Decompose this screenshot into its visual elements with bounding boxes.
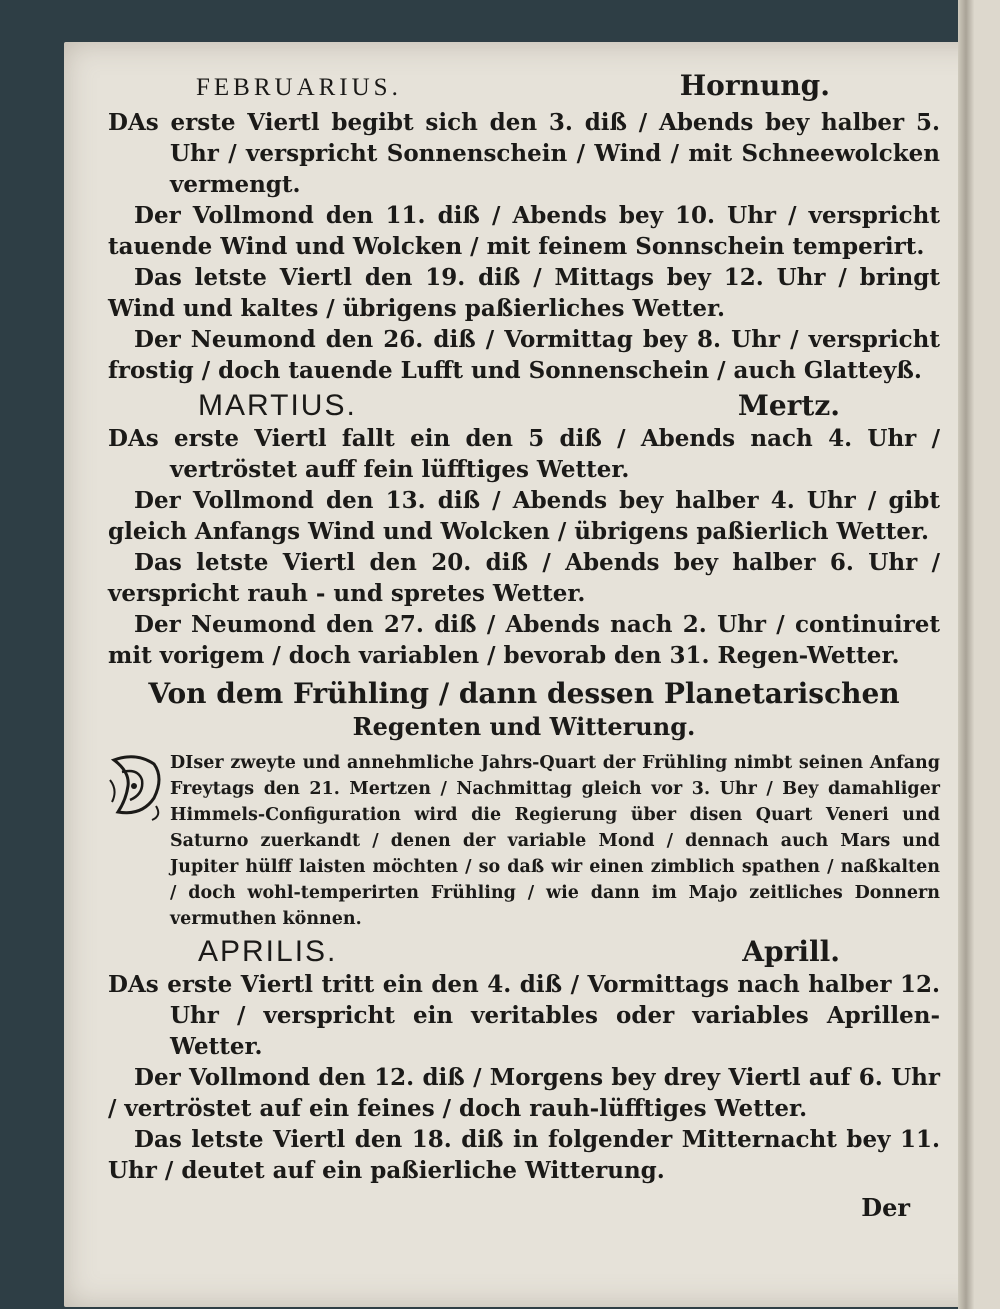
fruehling-section [108,750,940,932]
running-header [108,70,940,103]
aprilis-first-quarter: DAs erste Viertl tritt ein den 4. diß / Vormittags nach halber 12. Uhr / verspricht ein veritables oder variables Aprillen-Wetter. [108,971,940,1060]
fruehling-subtitle: Regenten und Witterung. [352,712,696,741]
catchword: Der [861,1193,910,1222]
martius-full-moon: Der Vollmond den 13. diß / Abends bey halber 4. Uhr / gibt gleich Anfangs Wind und Wolcken / übrigens paßierlich Wetter. [108,487,940,545]
martius-first-quarter: DAs erste Viertl fallt ein den 5 diß / Abends nach 4. Uhr / vertröstet auff fein lüfftiges Wetter. [108,425,940,483]
februarius-full-moon: Der Vollmond den 11. diß / Abends bey 10. Uhr / verspricht tauende Wind und Wolcken / mit feinem Sonnschein temperirt. [108,202,940,260]
page-gutter [958,0,974,1309]
ornamental-initial-icon [108,750,164,824]
fruehling-text: DIser zweyte und annehmliche Jahrs-Quart der Frühling nimbt seinen Anfang Freytags den 21. Mertzen / Nachmittag gleich vor 3. Uhr / Bey damahliger Himmels-Configuration wird die Regierung über disen Quart Veneri und Saturno zuerkandt / denen der variable Mond / dennach auch Mars und Jupiter hülff laisten möchten / so daß wir einen zimblich spathen / naßkalten / doch wohl-temperirten Frühling / wie dann im Majo zeitliches Donnern vermuthen können. [170,753,940,929]
header-german: Hornung. [679,69,830,102]
martius-german: Mertz. [737,389,840,422]
aprilis-last-quarter: Das letste Viertl den 18. diß in folgender Mitternacht bey 11. Uhr / deutet auf ein paßierliche Witterung. [108,1126,940,1184]
header-latin: FEBRUARIUS. [196,74,402,101]
aprilis-latin: APRILIS. [198,935,338,968]
fruehling-title: Von dem Frühling / dann dessen Planetarischen [148,677,900,710]
aprilis-full-moon: Der Vollmond den 12. diß / Morgens bey drey Viertl auf 6. Uhr / vertröstet auf ein feines / doch rauh-lüfftiges Wetter. [108,1064,940,1122]
aprilis-german: Aprill. [742,935,840,968]
februarius-new-moon: Der Neumond den 26. diß / Vormittag bey 8. Uhr / verspricht frostig / doch tauende Lufft und Sonnenschein / auch Glatteyß. [108,326,940,384]
martius-last-quarter: Das letste Viertl den 20. diß / Abends bey halber 6. Uhr / verspricht rauh - und spretes Wetter. [108,549,940,607]
februarius-last-quarter: Das letste Viertl den 19. diß / Mittags bey 12. Uhr / bringt Wind und kaltes / übrigens paßierliches Wetter. [108,264,940,322]
martius-latin: MARTIUS. [198,389,357,422]
page-content [108,70,940,1223]
next-page-edge [974,0,1000,1309]
aprilis-heading [108,936,940,967]
martius-new-moon: Der Neumond den 27. diß / Abends nach 2. Uhr / continuiret mit vorigem / doch variablen / bevorab den 31. Regen-Wetter. [108,611,940,669]
februarius-first-quarter: DAs erste Viertl begibt sich den 3. diß / Abends bey halber 5. Uhr / verspricht Sonnenschein / Wind / mit Schneewolcken vermengt. [108,109,940,198]
martius-heading [108,390,940,421]
